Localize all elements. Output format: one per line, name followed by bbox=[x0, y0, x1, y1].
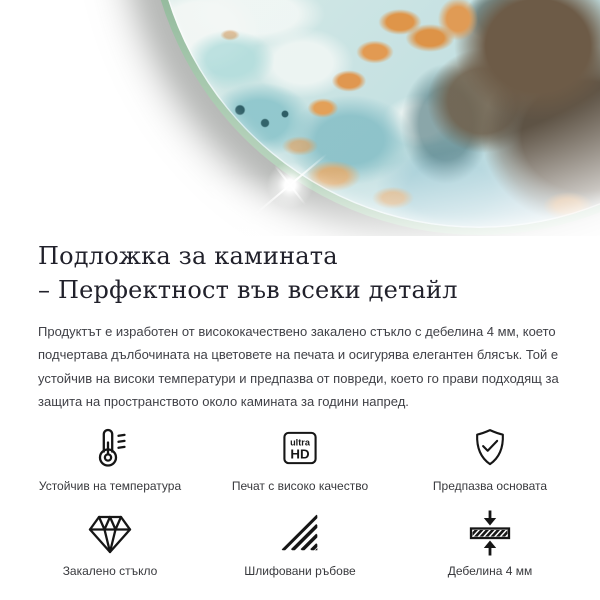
page-title bbox=[38, 239, 562, 307]
feature-item-polished-edges bbox=[205, 509, 395, 578]
product-photo bbox=[0, 0, 600, 236]
product-info-section bbox=[0, 239, 600, 414]
feature-item-tempered-glass bbox=[15, 509, 205, 578]
feature-label: Устойчив на температура bbox=[38, 478, 182, 493]
feature-item-thickness bbox=[395, 509, 585, 578]
ultra-hd-icon-text-top: ultra bbox=[290, 437, 310, 448]
thermometer-icon bbox=[87, 424, 133, 472]
shield-check-icon bbox=[468, 424, 512, 472]
feature-item-temperature bbox=[15, 424, 205, 493]
feature-label: Дебелина 4 мм bbox=[447, 563, 533, 578]
ultra-hd-icon-text-bottom: HD bbox=[290, 446, 310, 462]
thickness-icon bbox=[466, 509, 514, 557]
page-title-line2: – Перфектност във всеки детайл bbox=[38, 276, 458, 304]
features-grid bbox=[15, 424, 585, 578]
diamond-icon bbox=[86, 509, 134, 557]
page-title-line1: Подложка за камината bbox=[38, 242, 338, 270]
polished-edges-icon bbox=[278, 509, 322, 557]
feature-item-protection bbox=[395, 424, 585, 493]
feature-label: Предпазва основата bbox=[432, 478, 548, 493]
feature-label: Закалено стъкло bbox=[62, 563, 158, 578]
feature-label: Печат с високо качество bbox=[231, 478, 369, 493]
product-description: Продуктът е изработен от висококачествено закалено стъкло с дебелина 4 мм, което подчертава дълбочината на цветовете на печата и осигурява елегантен блясък. Той е устойчив на високи температури и предпазва от повреди, което го прави подходящ за защита на пространството около камината за години напред. bbox=[38, 324, 559, 410]
feature-label: Шлифовани ръбове bbox=[244, 563, 356, 578]
feature-item-print-quality bbox=[205, 424, 395, 493]
ultra-hd-icon bbox=[278, 424, 322, 472]
